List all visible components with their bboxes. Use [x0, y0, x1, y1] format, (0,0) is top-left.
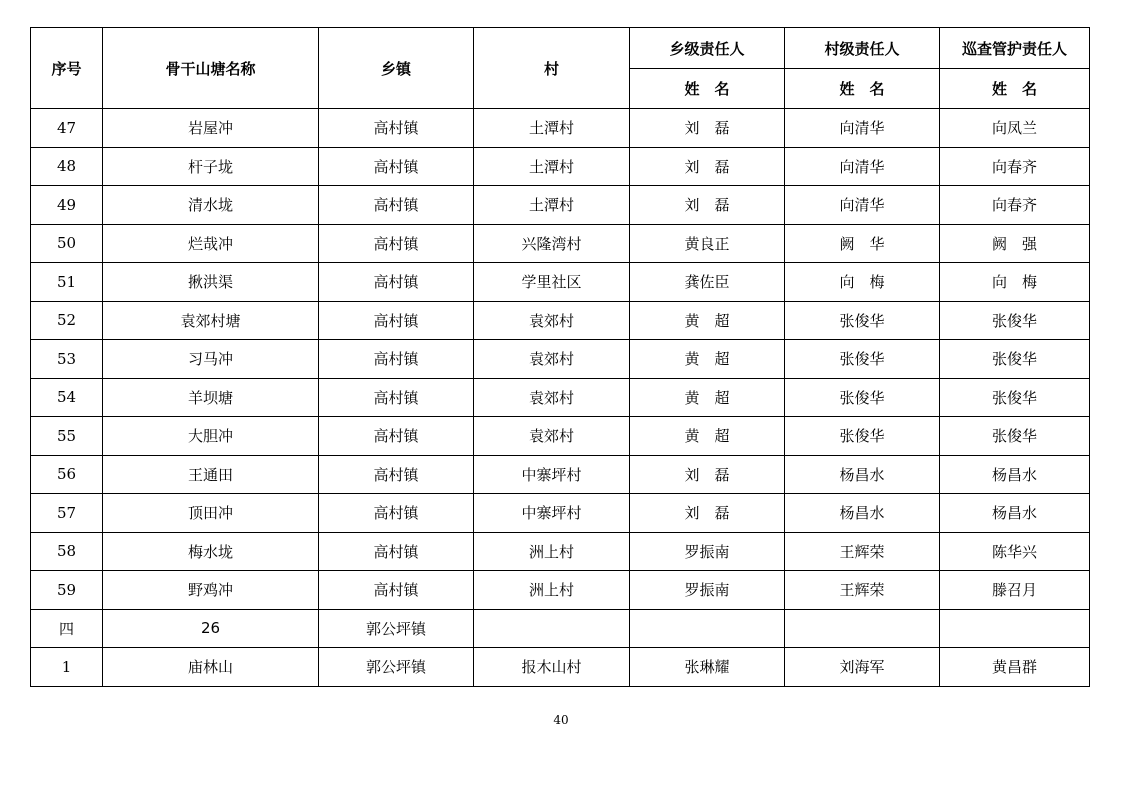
- header-pond-name: 骨干山塘名称: [103, 28, 319, 109]
- header-village: 村: [474, 28, 630, 109]
- cell-index: 56: [31, 455, 103, 494]
- cell-pond: 庙林山: [103, 648, 319, 687]
- cell-pond: 烂哉冲: [103, 224, 319, 263]
- header-town: 乡镇: [319, 28, 474, 109]
- cell-village: 袁郊村: [474, 417, 630, 456]
- cell-pond: 习马冲: [103, 340, 319, 379]
- cell-patrol: 张俊华: [940, 417, 1090, 456]
- cell-index: 50: [31, 224, 103, 263]
- cell-patrol: 滕召月: [940, 571, 1090, 610]
- table-row: [31, 109, 1090, 148]
- cell-index: 58: [31, 532, 103, 571]
- header-index: 序号: [31, 28, 103, 109]
- cell-index: 54: [31, 378, 103, 417]
- cell-index: 55: [31, 417, 103, 456]
- cell-town-leader: 龚佐臣: [630, 263, 785, 302]
- cell-patrol: 向春齐: [940, 186, 1090, 225]
- cell-index: 47: [31, 109, 103, 148]
- cell-village: 袁郊村: [474, 340, 630, 379]
- cell-pond: 袁郊村塘: [103, 301, 319, 340]
- cell-village: 袁郊村: [474, 378, 630, 417]
- cell-village-leader: 阙 华: [785, 224, 940, 263]
- cell-pond: 王通田: [103, 455, 319, 494]
- table-row: [31, 571, 1090, 610]
- cell-town: 高村镇: [319, 378, 474, 417]
- cell-village-leader: [785, 609, 940, 648]
- cell-town-leader: 刘 磊: [630, 147, 785, 186]
- cell-patrol: 向 梅: [940, 263, 1090, 302]
- header-sub-name: 姓 名: [785, 69, 940, 109]
- cell-patrol: 向凤兰: [940, 109, 1090, 148]
- cell-town: 高村镇: [319, 186, 474, 225]
- cell-patrol: 陈华兴: [940, 532, 1090, 571]
- cell-village: 土潭村: [474, 109, 630, 148]
- cell-town-leader: 张琳耀: [630, 648, 785, 687]
- cell-index: 52: [31, 301, 103, 340]
- cell-patrol: [940, 609, 1090, 648]
- cell-patrol: 阙 强: [940, 224, 1090, 263]
- cell-village-leader: 杨昌水: [785, 494, 940, 533]
- cell-village-leader: 张俊华: [785, 378, 940, 417]
- cell-village-leader: 向 梅: [785, 263, 940, 302]
- cell-town-leader: 黄 超: [630, 378, 785, 417]
- cell-index: 1: [31, 648, 103, 687]
- cell-pond: 杆子垅: [103, 147, 319, 186]
- cell-index: 48: [31, 147, 103, 186]
- cell-pond: 野鸡冲: [103, 571, 319, 610]
- cell-village: [474, 609, 630, 648]
- cell-town: 高村镇: [319, 109, 474, 148]
- cell-village: 兴隆湾村: [474, 224, 630, 263]
- cell-town-leader: 黄 超: [630, 340, 785, 379]
- cell-town: 高村镇: [319, 301, 474, 340]
- cell-patrol: 张俊华: [940, 378, 1090, 417]
- cell-town: 高村镇: [319, 224, 474, 263]
- cell-village: 中寨坪村: [474, 494, 630, 533]
- cell-village: 土潭村: [474, 147, 630, 186]
- cell-pond: 羊坝塘: [103, 378, 319, 417]
- cell-patrol: 杨昌水: [940, 494, 1090, 533]
- cell-town: 高村镇: [319, 340, 474, 379]
- cell-town-leader: 黄 超: [630, 417, 785, 456]
- cell-village: 袁郊村: [474, 301, 630, 340]
- cell-village: 报木山村: [474, 648, 630, 687]
- cell-village-leader: 张俊华: [785, 301, 940, 340]
- cell-town: 高村镇: [319, 147, 474, 186]
- cell-town-leader: 罗振南: [630, 571, 785, 610]
- cell-index: 59: [31, 571, 103, 610]
- cell-village-leader: 向清华: [785, 186, 940, 225]
- cell-village-leader: 向清华: [785, 147, 940, 186]
- cell-index: 四: [31, 609, 103, 648]
- table-row: [31, 263, 1090, 302]
- cell-town: 郭公坪镇: [319, 609, 474, 648]
- cell-town-leader: 黄良正: [630, 224, 785, 263]
- table-row: [31, 340, 1090, 379]
- header-village-leader: 村级责任人: [785, 28, 940, 69]
- table-row: [31, 417, 1090, 456]
- header-row: [31, 28, 1090, 69]
- cell-village: 学里社区: [474, 263, 630, 302]
- cell-town: 高村镇: [319, 494, 474, 533]
- cell-patrol: 黄昌群: [940, 648, 1090, 687]
- cell-village-leader: 王辉荣: [785, 571, 940, 610]
- cell-town-leader: 黄 超: [630, 301, 785, 340]
- cell-town-leader: 刘 磊: [630, 186, 785, 225]
- cell-village: 洲上村: [474, 571, 630, 610]
- cell-town: 高村镇: [319, 455, 474, 494]
- cell-town-leader: [630, 609, 785, 648]
- cell-pond-count: 26: [103, 609, 319, 648]
- section-row: [31, 609, 1090, 648]
- table-row: [31, 532, 1090, 571]
- cell-village: 中寨坪村: [474, 455, 630, 494]
- cell-index: 53: [31, 340, 103, 379]
- cell-patrol: 向春齐: [940, 147, 1090, 186]
- page-number: 40: [553, 713, 569, 727]
- cell-village-leader: 杨昌水: [785, 455, 940, 494]
- cell-pond: 揪洪渠: [103, 263, 319, 302]
- header-town-leader: 乡级责任人: [630, 28, 785, 69]
- responsibility-table: [30, 27, 1090, 687]
- cell-index: 57: [31, 494, 103, 533]
- cell-village-leader: 王辉荣: [785, 532, 940, 571]
- table-row: [31, 455, 1090, 494]
- table-row: [31, 224, 1090, 263]
- cell-patrol: 张俊华: [940, 301, 1090, 340]
- table-row: [31, 186, 1090, 225]
- cell-patrol: 杨昌水: [940, 455, 1090, 494]
- cell-pond: 梅水垅: [103, 532, 319, 571]
- cell-town-leader: 刘 磊: [630, 494, 785, 533]
- cell-village-leader: 张俊华: [785, 340, 940, 379]
- cell-pond: 顶田冲: [103, 494, 319, 533]
- table-row: [31, 378, 1090, 417]
- header-sub-name: 姓 名: [940, 69, 1090, 109]
- cell-town-leader: 刘 磊: [630, 109, 785, 148]
- header-patrol-leader: 巡查管护责任人: [940, 28, 1090, 69]
- cell-index: 49: [31, 186, 103, 225]
- cell-town: 高村镇: [319, 417, 474, 456]
- cell-patrol: 张俊华: [940, 340, 1090, 379]
- table-row: [31, 648, 1090, 687]
- cell-pond: 大胆冲: [103, 417, 319, 456]
- cell-village-leader: 张俊华: [785, 417, 940, 456]
- cell-town: 郭公坪镇: [319, 648, 474, 687]
- table-row: [31, 301, 1090, 340]
- cell-town: 高村镇: [319, 263, 474, 302]
- table-row: [31, 494, 1090, 533]
- cell-village: 土潭村: [474, 186, 630, 225]
- cell-pond: 岩屋冲: [103, 109, 319, 148]
- cell-index: 51: [31, 263, 103, 302]
- cell-pond: 清水垅: [103, 186, 319, 225]
- header-sub-name: 姓 名: [630, 69, 785, 109]
- cell-town-leader: 刘 磊: [630, 455, 785, 494]
- cell-town-leader: 罗振南: [630, 532, 785, 571]
- cell-village-leader: 刘海军: [785, 648, 940, 687]
- cell-town: 高村镇: [319, 571, 474, 610]
- cell-town: 高村镇: [319, 532, 474, 571]
- table-row: [31, 147, 1090, 186]
- cell-village: 洲上村: [474, 532, 630, 571]
- cell-village-leader: 向清华: [785, 109, 940, 148]
